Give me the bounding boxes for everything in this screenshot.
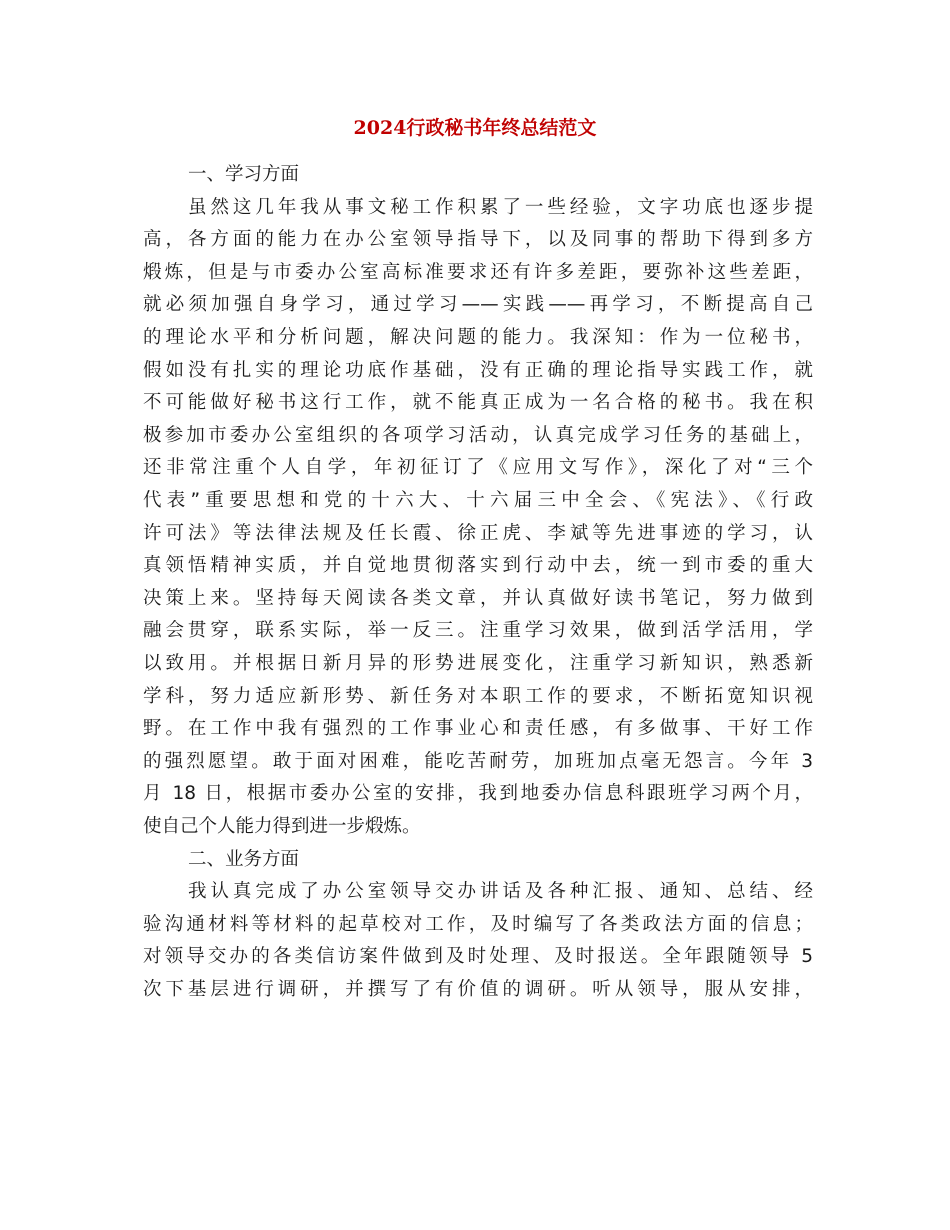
text-line: 代表”重要思想和党的十六大、十六届三中全会、《宪法》、《行政: [143, 490, 813, 511]
text-line: 极参加市委办公室组织的各项学习活动，认真完成学习任务的基础上，: [143, 424, 813, 446]
text-line: 一、学习方面: [188, 164, 300, 185]
document-title: 2024行政秘书年终总结范文: [353, 117, 597, 139]
text-line: 不可能做好秘书这行工作，就不能真正成为一名合格的秘书。我在积: [143, 392, 813, 414]
text-line: 验沟通材料等材料的起草校对工作，及时编写了各类政法方面的信息；: [143, 913, 813, 935]
text-line: 我认真完成了办公室领导交办讲话及各种汇报、通知、总结、经: [188, 881, 813, 903]
text-line: 就必须加强自身学习，通过学习——实践——再学习，不断提高自己: [143, 294, 813, 316]
text-line: 真领悟精神实质，并自觉地贯彻落实到行动中去，统一到市委的重大: [143, 555, 813, 577]
text-line: 假如没有扎实的理论功底作基础，没有正确的理论指导实践工作，就: [143, 359, 813, 381]
text-line: 的强烈愿望。敢于面对困难，能吃苦耐劳，加班加点毫无怨言。今年 3: [143, 750, 813, 772]
text-line: 融会贯穿，联系实际，举一反三。注重学习效果，做到活学活用，学: [143, 620, 813, 642]
text-line: 以致用。并根据日新月异的形势进展变化，注重学习新知识，熟悉新: [143, 653, 813, 674]
text-line: 还非常注重个人自学，年初征订了《应用文写作》，深化了对“三个: [143, 457, 813, 479]
text-line: 的理论水平和分析问题，解决问题的能力。我深知：作为一位秘书，: [143, 327, 813, 348]
text-line: 对领导交办的各类信访案件做到及时处理、及时报送。全年跟随领导 5: [143, 946, 813, 968]
text-line: 学科，努力适应新形势、新任务对本职工作的要求，不断拓宽知识视: [143, 685, 813, 707]
text-line: 使自己个人能力得到进一步煅炼。: [143, 816, 421, 837]
text-line: 月 18 日，根据市委办公室的安排，我到地委办信息科跟班学习两个月，: [143, 783, 813, 805]
text-line: 野。在工作中我有强烈的工作事业心和责任感，有多做事、干好工作: [143, 718, 813, 740]
text-line: 次下基层进行调研，并撰写了有价值的调研。听从领导，服从安排，: [143, 979, 813, 1000]
text-line: 决策上来。坚持每天阅读各类文章，并认真做好读书笔记，努力做到: [143, 587, 813, 609]
text-line: 高，各方面的能力在办公室领导指导下，以及同事的帮助下得到多方: [143, 229, 813, 251]
text-line: 虽然这几年我从事文秘工作积累了一些经验，文字功底也逐步提: [188, 196, 813, 218]
text-line: 煅炼，但是与市委办公室高标准要求还有许多差距，要弥补这些差距，: [143, 261, 813, 283]
text-line: 二、业务方面: [188, 848, 300, 870]
text-line: 许可法》等法律法规及任长霞、徐正虎、李斌等先进事迹的学习，认: [143, 522, 813, 544]
